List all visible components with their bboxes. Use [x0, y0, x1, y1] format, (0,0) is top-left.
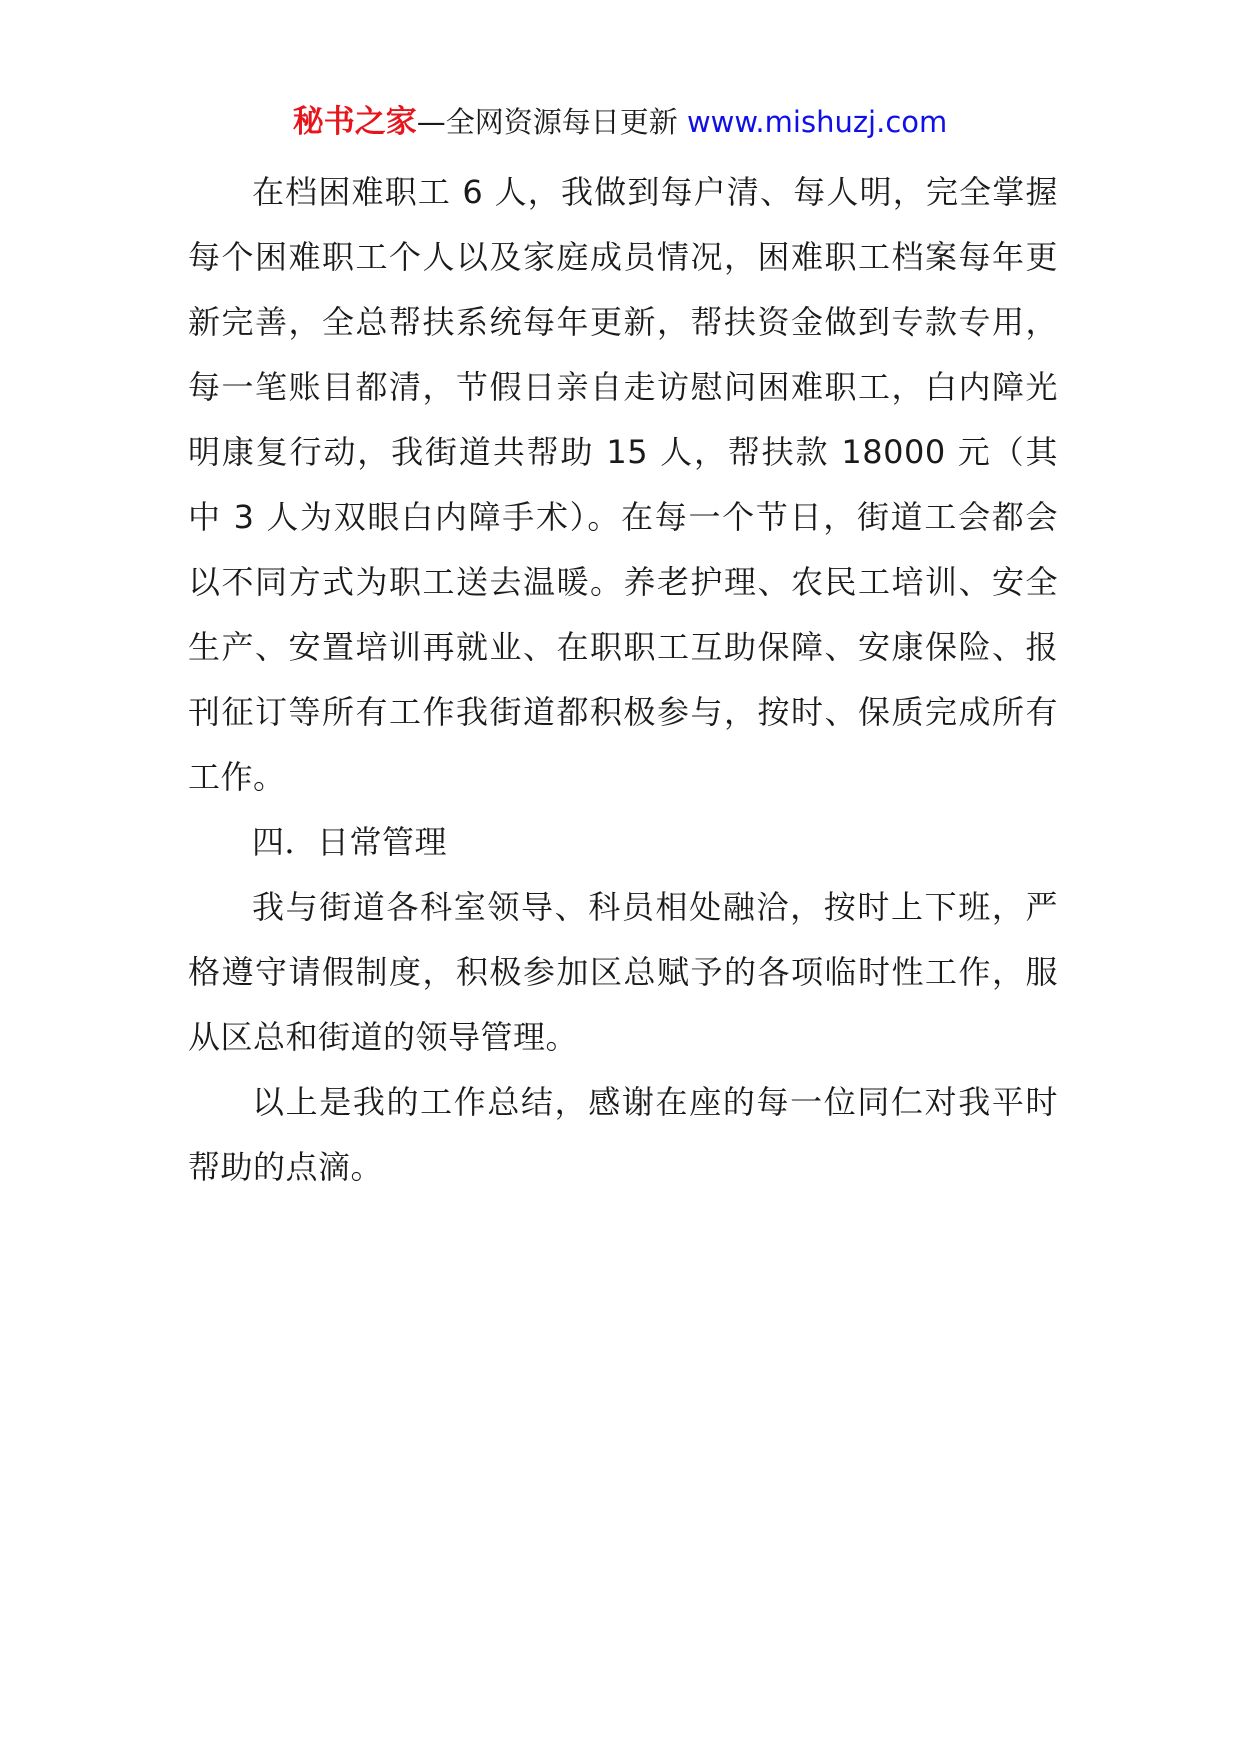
header-tagline: —全网资源每日更新	[416, 105, 687, 139]
section-heading-daily-management: 四．日常管理	[252, 823, 448, 861]
paragraph-closing-remarks: 以上是我的工作总结，感谢在座的每一位同仁对我平时帮助的点滴。	[188, 1083, 1058, 1186]
page-header	[0, 102, 1240, 142]
paragraph-assistance-work: 在档困难职工 6 人，我做到每户清、每人明，完全掌握每个困难职工个人以及家庭成员情况，困难职工档案每年更新完善，全总帮扶系统每年更新，帮扶资金做到专款专用，每一笔账目都清，节假日亲自走访慰问困难职工，白内障光明康复行动，我街道共帮助 15 人，帮扶款 18000 元（其中 3 人为双眼白内障手术）。在每一个节日，街道工会都会以不同方式为职工送去温暖。养老护理、农民工培训、安全生产、安置培训再就业、在职职工互助保障、安康保险、报刊征订等所有工作我街道都积极参与，按时、保质完成所有工作。	[188, 173, 1058, 796]
paragraph-daily-management: 我与街道各科室领导、科员相处融洽，按时上下班，严格遵守请假制度，积极参加区总赋予的各项临时性工作，服从区总和街道的领导管理。	[188, 888, 1058, 1056]
brand-name: 秘书之家	[292, 104, 417, 140]
site-url-link[interactable]: www.mishuzj.com	[686, 105, 948, 139]
document-body	[188, 160, 1058, 1200]
